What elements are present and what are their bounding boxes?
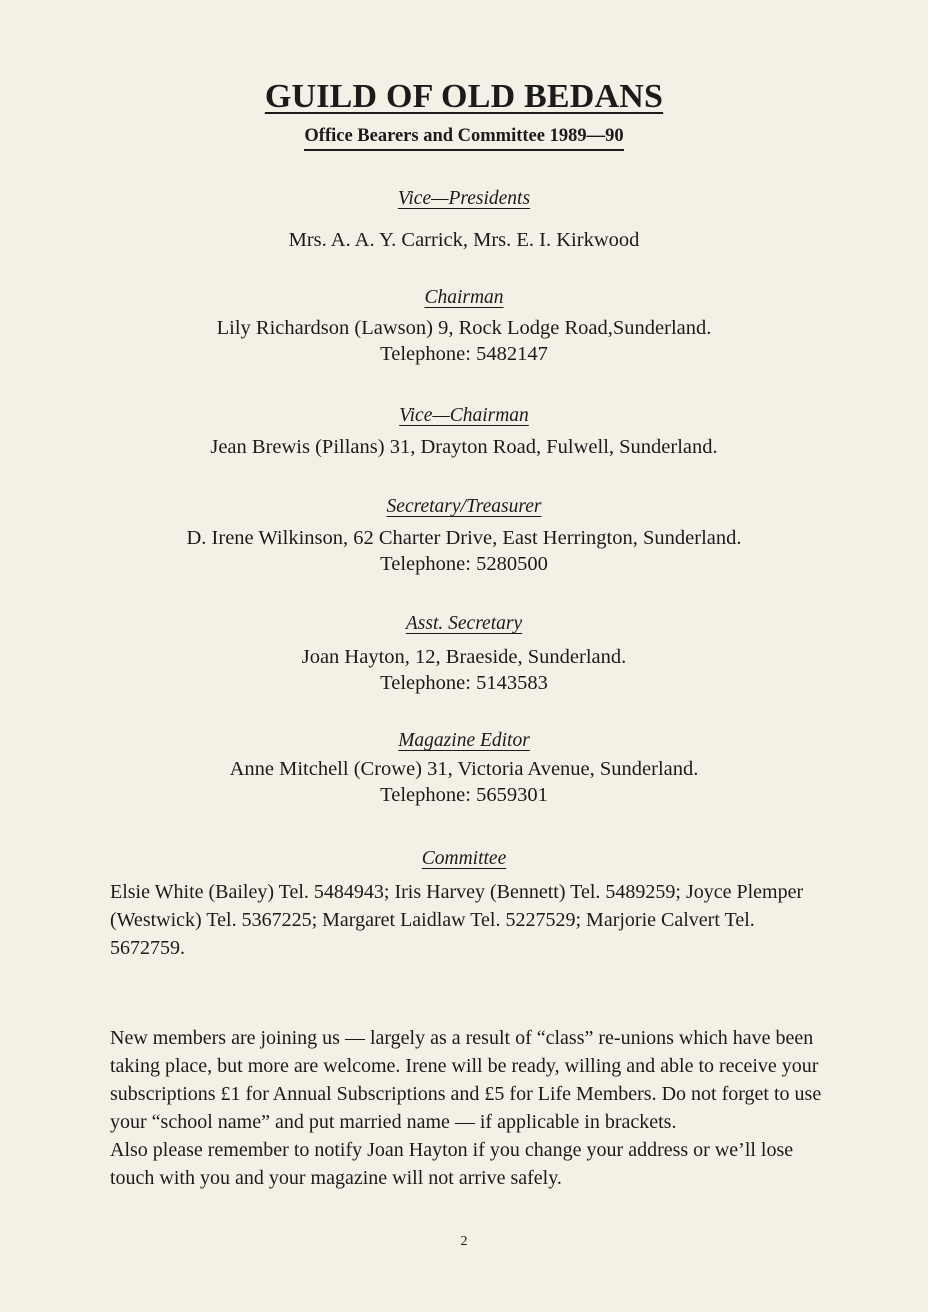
asst-secretary-heading: Asst. Secretary (405, 613, 523, 634)
chairman-heading: Chairman (424, 287, 504, 308)
magazine-editor-telephone: Telephone: 5659301 (380, 784, 548, 806)
subtitle-text: Office Bearers and Committee 1989—90 (304, 126, 623, 151)
magazine-editor-heading: Magazine Editor (398, 730, 530, 751)
secretary-treasurer-heading: Secretary/Treasurer (386, 496, 542, 517)
vice-chairman-address: Jean Brewis (Pillans) 31, Drayton Road, Fulwell, Sunderland. (210, 436, 718, 458)
document-subtitle (0, 126, 928, 147)
committee-section (0, 846, 928, 872)
chairman-section (0, 285, 928, 367)
committee-members: Elsie White (Bailey) Tel. 5484943; Iris Harvey (Bennett) Tel. 5489259; Joyce Plemper (Westwick) Tel. 5367225; Margaret Laidlaw Tel. 5227529; Marjorie Calvert Tel. 5672759. (110, 881, 804, 959)
secretary-treasurer-section (0, 494, 928, 577)
paragraph-new-members: New members are joining us — largely as a result of “class” re-unions which have been taking place, but more are welcome. Irene will be ready, willing and able to receive your subscriptions £1 for Annual Subscriptions and £5 for Life Members. Do not forget to use your “school name” and put married name — if applicable in brackets. (110, 1027, 822, 1133)
chairman-telephone: Telephone: 5482147 (380, 343, 548, 365)
asst-secretary-section (0, 611, 928, 696)
chairman-address: Lily Richardson (Lawson) 9, Rock Lodge Road,Sunderland. (216, 317, 712, 339)
vice-presidents-names: Mrs. A. A. Y. Carrick, Mrs. E. I. Kirkwood (288, 229, 640, 251)
vice-presidents-heading: Vice—Presidents (397, 188, 531, 209)
document-title: GUILD OF OLD BEDANS (264, 78, 664, 115)
vice-presidents-section (0, 186, 928, 253)
magazine-editor-address: Anne Mitchell (Crowe) 31, Victoria Avenue, Sunderland. (229, 758, 699, 780)
secretary-treasurer-telephone: Telephone: 5280500 (380, 553, 548, 575)
asst-secretary-telephone: Telephone: 5143583 (380, 672, 548, 694)
magazine-editor-section (0, 728, 928, 808)
page-number: 2 (460, 1234, 468, 1249)
secretary-treasurer-address: D. Irene Wilkinson, 62 Charter Drive, East Herrington, Sunderland. (186, 527, 742, 549)
paragraph-notify-address: Also please remember to notify Joan Hayton if you change your address or we’ll lose touch with you and your magazine will not arrive safely. (110, 1139, 794, 1189)
vice-chairman-heading: Vice—Chairman (399, 405, 529, 426)
asst-secretary-address: Joan Hayton, 12, Braeside, Sunderland. (301, 646, 627, 668)
committee-heading: Committee (421, 848, 507, 869)
vice-chairman-section (0, 403, 928, 460)
